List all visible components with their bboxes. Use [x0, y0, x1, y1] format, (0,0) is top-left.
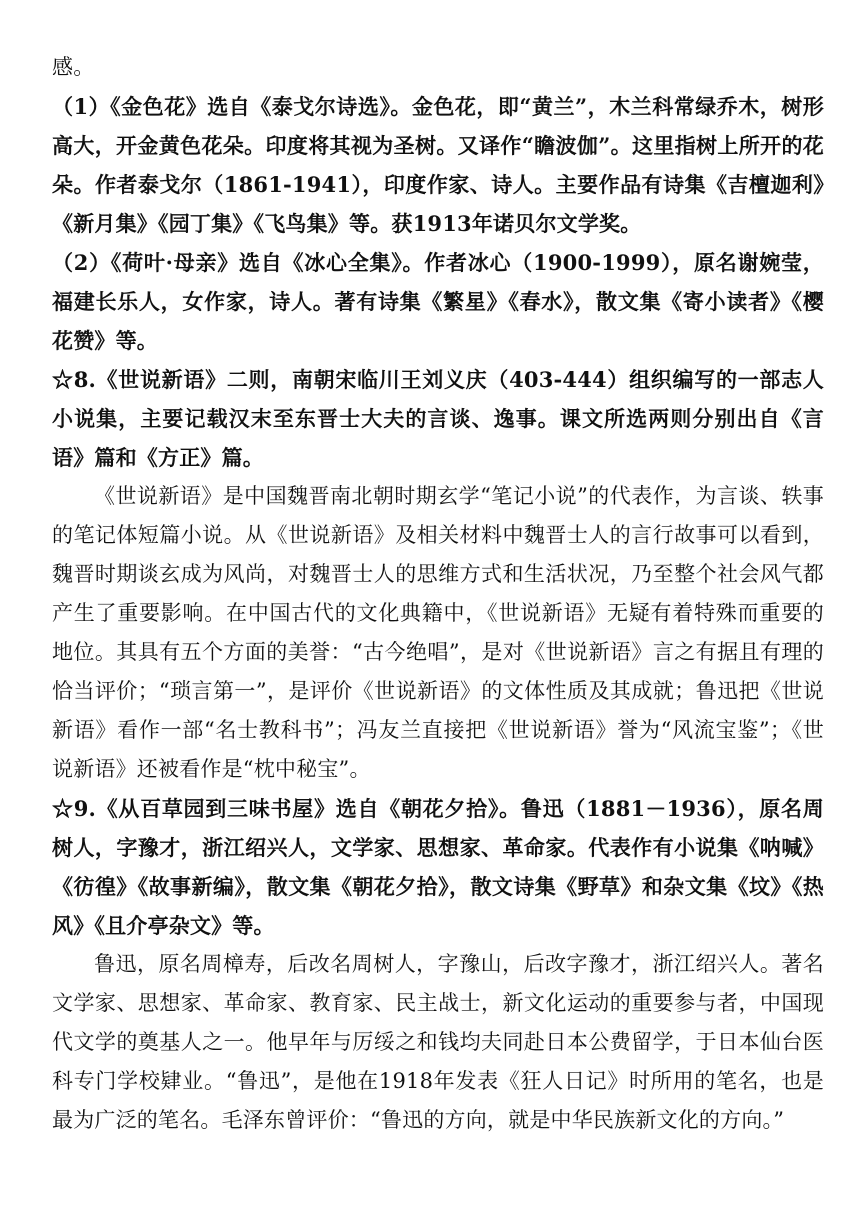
paragraph-luxun-body: 鲁迅，原名周樟寿，后改名周树人，字豫山，后改字豫才，浙江绍兴人。著名文学家、思想家、革命家、教育家、民主战士，新文化运动的重要参与者，中国现代文学的奠基人之一。他早年与厉绥之和钱均夫同赴日本公费留学，于日本仙台医科专门学校肄业。“鲁迅”，是他在1918年发表《狂人日记》时所用的笔名，也是最为广泛的笔名。毛泽东曾评价：“鲁迅的方向，就是中华民族新文化的方向。”	[52, 952, 824, 1132]
paragraph-shishuo-xinyu-body: 《世说新语》是中国魏晋南北朝时期玄学“笔记小说”的代表作，为言谈、轶事的笔记体短篇小说。从《世说新语》及相关材料中魏晋士人的言行故事可以看到，魏晋时期谈玄成为风尚，对魏晋士人的思维方式和生活状况，乃至整个社会风气都产生了重要影响。在中国古代的文化典籍中，《世说新语》无疑有着特殊而重要的地位。其具有五个方面的美誉：“古今绝唱”，是对《世说新语》言之有据且有理的恰当评价；“琐言第一”，是评价《世说新语》的文体性质及其成就；鲁迅把《世说新语》看作一部“名士教科书”；冯友兰直接把《世说新语》誉为“风流宝鉴”；《世说新语》还被看作是“枕中秘宝”。	[52, 484, 824, 781]
document-page	[52, 48, 824, 1140]
paragraph-lotus-mother-note: （2）《荷叶·母亲》选自《冰心全集》。作者冰心（1900-1999），原名谢婉莹，福建长乐人，女作家，诗人。著有诗集《繁星》《春水》，散文集《寄小读者》《樱花赞》等。	[52, 250, 824, 353]
paragraph-shishuo-xinyu-heading: ☆8.《世说新语》二则，南朝宋临川王刘义庆（403-444）组织编写的一部志人小说集，主要记载汉末至东晋士大夫的言谈、逸事。课文所选两则分别出自《言语》篇和《方正》篇。	[52, 367, 824, 470]
paragraph-baicaoyuan-heading: ☆9.《从百草园到三味书屋》选自《朝花夕拾》。鲁迅（1881－1936），原名周树人，字豫才，浙江绍兴人，文学家、思想家、革命家。代表作有小说集《呐喊》《彷徨》《故事新编》，散文集《朝花夕拾》，散文诗集《野草》和杂文集《坟》《热风》《且介亭杂文》等。	[52, 796, 824, 938]
paragraph-golden-flower-note: （1）《金色花》选自《泰戈尔诗选》。金色花，即“黄兰”，木兰科常绿乔木，树形高大，开金黄色花朵。印度将其视为圣树。又译作“瞻波伽”。这里指树上所开的花朵。作者泰戈尔（1861-1941），印度作家、诗人。主要作品有诗集《吉檀迦利》《新月集》《园丁集》《飞鸟集》等。获1913年诺贝尔文学奖。	[52, 94, 824, 236]
paragraph-continuation: 感。	[52, 55, 95, 79]
